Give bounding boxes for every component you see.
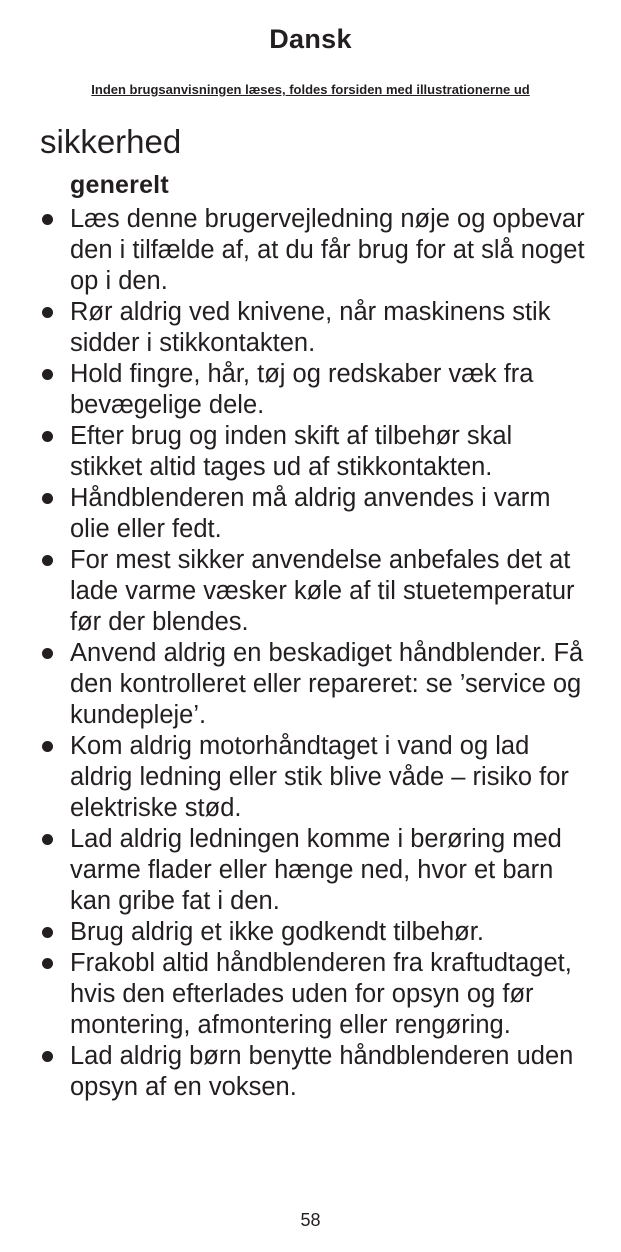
bullet-icon xyxy=(42,493,53,504)
bullet-icon xyxy=(42,927,53,938)
list-item xyxy=(40,1041,585,1103)
list-item-text: Lad aldrig børn benytte håndblenderen uden opsyn af en voksen. xyxy=(70,1042,574,1101)
list-item xyxy=(40,638,585,731)
list-item xyxy=(40,731,585,824)
list-item-text: Hold fingre, hår, tøj og redskaber væk fra bevægelige dele. xyxy=(70,360,534,419)
list-item xyxy=(40,359,585,421)
bullet-icon xyxy=(42,648,53,659)
list-item-text: Efter brug og inden skift af tilbehør skal stikket altid tages ud af stikkontakten. xyxy=(70,422,513,481)
list-item xyxy=(40,483,585,545)
list-item-text: Lad aldrig ledningen komme i berøring med varme flader eller hænge ned, hvor et barn kan gribe fat i den. xyxy=(70,825,562,915)
list-item-text: Anvend aldrig en beskadiget håndblender. Få den kontrolleret eller repareret: se ’service og kundepleje’. xyxy=(70,639,584,729)
list-item-text: Håndblenderen må aldrig anvendes i varm olie eller fedt. xyxy=(70,484,551,543)
list-item-text: Brug aldrig et ikke godkendt tilbehør. xyxy=(70,918,484,946)
list-item xyxy=(40,824,585,917)
list-item xyxy=(40,917,585,948)
list-item xyxy=(40,545,585,638)
list-item-text: For mest sikker anvendelse anbefales det at lade varme væsker køle af til stuetemperatur før der blendes. xyxy=(70,546,575,636)
bullet-icon xyxy=(42,307,53,318)
bullet-icon xyxy=(42,369,53,380)
list-item-text: Rør aldrig ved knivene, når maskinens stik sidder i stikkontakten. xyxy=(70,298,551,357)
section-subtitle: generelt xyxy=(70,171,169,199)
list-item xyxy=(40,204,585,297)
bullet-icon xyxy=(42,214,53,225)
bullet-icon xyxy=(42,834,53,845)
page-language-title: Dansk xyxy=(269,24,352,54)
section-title: sikkerhed xyxy=(40,123,182,160)
list-item-text: Kom aldrig motorhåndtaget i vand og lad aldrig ledning eller stik blive våde – risiko for elektriske stød. xyxy=(70,732,569,822)
fold-out-instruction: Inden brugsanvisningen læses, foldes forsiden med illustrationerne ud xyxy=(91,82,530,97)
bullet-icon xyxy=(42,1051,53,1062)
page-number: 58 xyxy=(300,1210,321,1230)
bullet-icon xyxy=(42,958,53,969)
list-item-text: Frakobl altid håndblenderen fra kraftudtaget, hvis den efterlades uden for opsyn og før montering, afmontering eller rengøring. xyxy=(70,949,572,1039)
list-item xyxy=(40,297,585,359)
bullet-icon xyxy=(42,741,53,752)
list-item xyxy=(40,421,585,483)
bullet-icon xyxy=(42,555,53,566)
list-item xyxy=(40,948,585,1041)
list-item-text: Læs denne brugervejledning nøje og opbevar den i tilfælde af, at du får brug for at slå noget op i den. xyxy=(70,205,585,295)
safety-list xyxy=(40,204,585,1103)
bullet-icon xyxy=(42,431,53,442)
